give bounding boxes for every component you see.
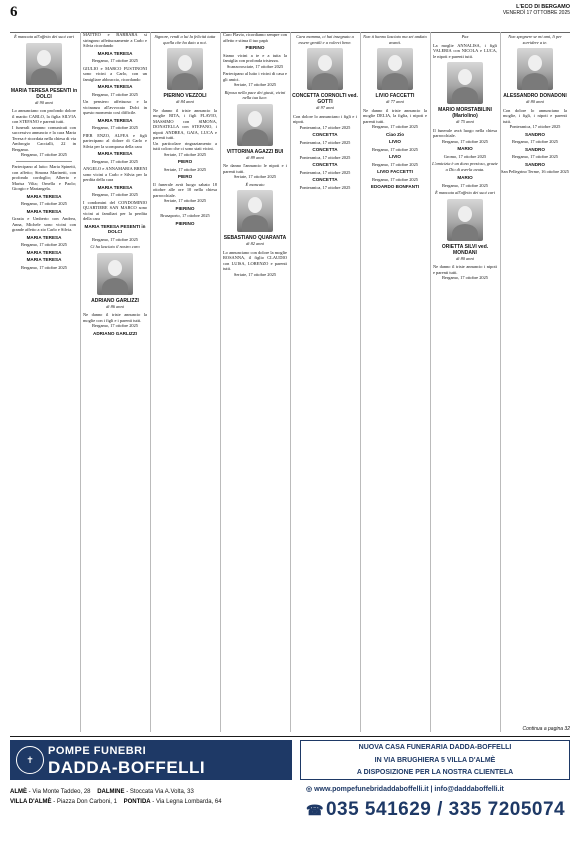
notice-signature: MARIA TERESA — [97, 117, 133, 123]
notice-text: Un pensiero affettuoso e la vicinanza all'avvocato Dolci in questo momento così difficile. — [83, 99, 147, 115]
notice-place-date: Bergamo, 17 ottobre 2025 — [91, 192, 138, 197]
notice-signature: MARIA TERESA — [26, 257, 62, 262]
notice-quote: Riposa nella pace dei giusti, vicini nella tua luce. — [224, 89, 286, 100]
notice-signature: PIERINO — [175, 220, 195, 226]
deceased-name: MARIA TERESA PESENTI in DOLCI — [10, 87, 78, 100]
issue-date: VENERDÌ 17 OTTOBRE 2025 — [502, 10, 570, 16]
deceased-name: LIVIO FACCETTI — [375, 93, 415, 99]
addr-city: ALMÈ — [10, 789, 27, 795]
portrait-photo — [377, 48, 413, 90]
notice-place-date: Bergamo, 17 ottobre 2025 — [371, 146, 418, 152]
deceased-name: ORIETTA SILVI ved. MONDANI — [441, 243, 489, 256]
notice-place-date: Seriate, 17 ottobre 2025 — [233, 271, 277, 277]
notice-place-date: Seriate, 17 ottobre 2025 — [163, 198, 207, 203]
notice-text: PIER ENZO, ALFEA e figli partecipano al dolore di Carlo e Silvia per la scomparsa della cara — [83, 132, 147, 149]
portrait-photo — [167, 48, 203, 90]
notice-signature: MARIA TERESA — [97, 84, 133, 89]
ad-news-line3: A DISPOSIZIONE PER LA NOSTRA CLIENTELA — [356, 769, 514, 776]
deceased-age: di 80 anni — [526, 99, 544, 104]
notice-place-date: Bergamo, 17 ottobre 2025 — [91, 236, 138, 242]
notice-text: Con dolore lo annunciano la moglie, i figli, i nipoti e parenti tutti. — [503, 107, 567, 124]
notice-signature: MARIA TERESA — [26, 193, 62, 199]
notice-place-date: Bergamo, 17 ottobre 2025 — [441, 275, 488, 280]
continued-note: Continua a pagina 32 — [522, 726, 570, 732]
notice-signature: SANDRO — [525, 131, 545, 137]
notice-place-date: Ponteranica, 17 ottobre 2025 — [299, 124, 351, 130]
addr-street: Piazza Don Carboni, 1 — [56, 799, 117, 805]
notice-signature: CONCETTA — [312, 177, 338, 182]
deceased-age: di 77 anni — [386, 99, 404, 104]
ad-logo — [10, 740, 292, 780]
phone-icon: ☎ — [306, 802, 324, 818]
notice-place-date: Bergamo, 17 ottobre 2025 — [20, 242, 67, 247]
notice-text: Ne danno il triste annuncio i nipoti e parenti tutti. — [433, 264, 497, 275]
notice-place-date: Seriate, 17 ottobre 2025 — [163, 166, 207, 172]
notice-signature: MARIA TERESA — [26, 249, 62, 255]
notice-place-date: Ponteranica, 17 ottobre 2025 — [299, 154, 351, 160]
notice-place-date: Bergamo, 17 ottobre 2025 — [511, 139, 558, 144]
notice-signature: PIERINO — [175, 205, 195, 211]
notice-place-date: Bergamo, 17 ottobre 2025 — [20, 201, 67, 206]
notice-text: Il funerale avrà luogo nella chiesa parrocchiale. — [433, 127, 497, 138]
notice-text: Ne danno il triste annuncio la moglie DELIA, la figlia, i nipoti e parenti tutti. — [363, 107, 427, 124]
notice-signature: SANDRO — [525, 146, 545, 152]
notice-place-date: Bergamo, 17 ottobre 2025 — [91, 158, 138, 164]
deceased-name: MARIO MORSTABILINI (Mariolino) — [438, 107, 492, 119]
notice-text: Lo annunciano con profondo dolore il marito CARLO, la figlia SILVIA con STEFANO e parenti tutti. — [12, 108, 76, 124]
notice-quote: È mancato — [245, 181, 265, 187]
portrait-photo — [97, 253, 133, 295]
notice-quote: È mancata all'affetto dei suoi cari — [14, 34, 74, 39]
deceased-age: di 84 anni — [176, 99, 194, 104]
obituary-column — [360, 32, 429, 732]
notice-quote: Ci ha lasciato il nostro caro — [90, 244, 140, 249]
portrait-photo — [447, 62, 483, 104]
notice-text: La moglie ANNALISA, i figli VALERIA con NICOLA e LUCA, le nipoti e parenti tutti. — [433, 42, 497, 59]
notice-signature: MARIA TERESA — [26, 208, 62, 214]
notice-quote: Pax — [461, 34, 469, 39]
ad-website-text: www.pompefunebridaddaboffelli.it | info@daddaboffelli.it — [314, 786, 504, 793]
notice-signature: ADRIANO GARLIZZI — [93, 330, 137, 336]
notice-place-date: Bergamo, 17 ottobre 2025 — [371, 176, 418, 182]
notice-text: I condomini del CONDOMINIO QUARTIERE SAN MARCO sono vicini ai familiari per la perdita della cara — [83, 199, 147, 221]
notice-text: Il funerale avrà luogo sabato 18 ottobre alle ore 10 nella chiesa parrocchiale. — [153, 181, 217, 198]
globe-icon: ◎ — [306, 786, 313, 793]
notice-signature: CONCETTA — [312, 132, 338, 137]
notice-signature: LIVIO FACCETTI — [377, 169, 413, 174]
obituary-column — [80, 32, 149, 732]
notice-place-date: Scanzorosciate, 17 ottobre 2025 — [226, 63, 284, 69]
notice-text: Un particolare ringraziamento a tutti coloro che ci sono stati vicini. — [153, 140, 217, 151]
portrait-photo — [447, 199, 483, 241]
notice-text: Lo annunciano con dolore la moglie ROSANNA, il figlio CLAUDIO con LUISA, LORENZO e parenti tutti. — [223, 249, 287, 271]
deceased-name: VITTORINA AGAZZI BUI — [226, 148, 284, 155]
obituary-columns — [10, 32, 570, 732]
cross-icon: ✝ — [16, 746, 44, 774]
notice-place-date: Gromo, 17 ottobre 2025 — [443, 153, 487, 159]
page-header — [10, 4, 570, 33]
notice-place-date: Ponteranica, 17 ottobre 2025 — [299, 139, 351, 145]
notice-place-date: Bergamo, 17 ottobre 2025 — [20, 152, 67, 157]
addr-city: VILLA D'ALMÈ — [10, 799, 52, 805]
funeral-home-advert — [10, 736, 570, 838]
notice-signature: MARIA TERESA — [97, 151, 133, 156]
notice-signature: MARIA TERESA — [97, 50, 133, 56]
notice-text: Ne danno l'annuncio le nipoti e i parenti tutti. — [223, 163, 287, 174]
notice-place-date: Seriate, 17 ottobre 2025 — [163, 151, 207, 157]
notice-signature: LIVIO — [389, 139, 401, 144]
notice-quote: Non spegnere se mi ami, lì per sorridere a te. — [508, 34, 562, 45]
obituary-column — [430, 32, 499, 732]
ad-news-box — [300, 740, 570, 780]
notice-text: Grazia e Umberto con Andrea, Anna, Michele sono vicini con grande affetto a zio Carlo e Silvia. — [12, 216, 76, 232]
obituary-column — [500, 32, 569, 732]
ad-website[interactable] — [306, 785, 504, 793]
obituary-column — [220, 32, 289, 732]
portrait-photo — [26, 43, 62, 85]
notice-text: Partecipano al lutto: Maria Spinetti, con affetto; Simona Marinetti, con profondo cordoglio; Alberto e Marisa Vilta; Ornella e Paolo; Giorgio e Mariangela. — [12, 164, 76, 191]
deceased-age: di 82 anni — [246, 241, 264, 246]
notice-signature: MARIA TERESA PESENTI in DOLCI — [84, 223, 146, 234]
ad-logo-line1: POMPE FUNEBRI — [48, 745, 147, 757]
ad-news-line2: IN VIA BRUGHIERA 5 VILLA D'ALMÈ — [374, 756, 496, 764]
ad-addresses: ALMÈ - Via Monte Taddeo, 28 DALMINE - Stoccata Via A.Volta, 33 VILLA D'ALMÈ - Piazza Don Carboni, 1 PONTIDA - Via Legna Lombarda, 64 — [10, 789, 222, 805]
addr-city: DALMINE — [97, 789, 125, 795]
notice-text: Ne danno il triste annuncio la moglie RITA, i figli FLAVIO, MASSIMO con SIMONA, DONATELLA con STEFANO, i nipoti ANDREA, GAIA, LUCA e parenti tutti. — [153, 107, 217, 140]
notice-place-date: Seriate, 17 ottobre 2025 — [233, 82, 277, 87]
notice-quote: Non ti hanno lasciato ma sei andato avanti. — [363, 34, 427, 45]
notice-text: I funerali saranno comunicati con successivo annuncio e la cara Maria Teresa è ricordata nella chiesa di via Ambrogio Caccialli, 22 in Bergamo. — [12, 124, 76, 152]
deceased-name: PIERINO VEZZOLI — [163, 93, 207, 99]
notice-text: Ne danno il triste annuncio la moglie con i figli e i parenti tutti. — [83, 312, 147, 323]
notice-place-date: Bergamo, 17 ottobre 2025 — [371, 124, 418, 129]
ad-news-line1: NUOVA CASA FUNERARIA DADDA-BOFFELLI — [358, 744, 512, 751]
obituary-column — [10, 32, 78, 732]
notice-signature: MARIO — [457, 175, 473, 180]
notice-place-date: Ponteranica, 17 ottobre 2025 — [299, 184, 351, 190]
notice-signature: CONCETTA — [312, 162, 338, 167]
notice-place-date: Bergamo, 17 ottobre 2025 — [511, 154, 558, 159]
deceased-name: CONCETTA CORNOLTI ved. GOTTI — [292, 93, 358, 105]
notice-signature: EDOARDO BONFANTI — [370, 184, 420, 189]
deceased-name: SEBASTIANO QUARANTA — [223, 235, 287, 241]
deceased-age: di 90 anni — [35, 99, 53, 105]
addr-street: Via Legna Lombarda, 64 — [155, 799, 222, 805]
notice-signature: PIERO — [177, 174, 193, 179]
notice-place-date: Bergamo, 17 ottobre 2025 — [441, 182, 488, 188]
notice-signature: SANDRO — [525, 161, 545, 167]
deceased-age: di 97 anni — [316, 105, 334, 110]
deceased-age: di 86 anni — [106, 303, 124, 309]
notice-signature: PIERINO — [245, 45, 265, 50]
notice-text: Con dolore lo annunciano i figli e i nipoti. — [293, 113, 357, 124]
notice-quote: Signore, rendi a lui la felicità tutta quella che ha dato a noi. — [154, 34, 216, 45]
notice-signature: LIVIO — [389, 154, 401, 159]
page-number: 6 — [10, 4, 18, 20]
notice-signature: MARIA TERESA — [26, 234, 62, 240]
newspaper-masthead — [503, 4, 570, 16]
notice-place-date: Bergamo, 17 ottobre 2025 — [91, 91, 138, 97]
notice-text: GIULIO e MARCO FUSTINONI sono vicini a Carlo, con un famigliare abbraccio, ricordando — [83, 65, 147, 82]
notice-place-date: Bergamo, 17 ottobre 2025 — [91, 125, 138, 130]
notice-quote: È mancata all'affetto dei suoi cari — [435, 190, 495, 195]
notice-signature: MARIA TERESA — [97, 184, 133, 190]
notice-place-date: Bergamo, 17 ottobre 2025 — [91, 323, 138, 328]
portrait-photo — [307, 48, 343, 90]
notice-place-date: Brusaporto, 17 ottobre 2025 — [160, 213, 210, 218]
notice-place-date: Bergamo, 17 ottobre 2025 — [371, 161, 418, 167]
notice-place-date: Bergamo, 17 ottobre 2025 — [20, 264, 67, 270]
obituary-column — [150, 32, 219, 732]
notice-place-date: Ponteranica, 17 ottobre 2025 — [509, 124, 561, 129]
deceased-age: di 80 anni — [456, 255, 474, 261]
divider — [16, 161, 72, 162]
deceased-age: di 89 anni — [246, 154, 264, 160]
notice-signature: PIERO — [177, 159, 193, 164]
ad-phone[interactable] — [306, 799, 565, 821]
portrait-photo — [237, 104, 273, 146]
deceased-name: ADRIANO GARLIZZI — [91, 297, 139, 304]
notice-text: Siamo vicini a te e a tutta la famiglia con profonda tristezza. — [223, 52, 287, 63]
newspaper-name: L'ECO DI BERGAMO — [516, 4, 570, 10]
notice-quote: Cara mamma, ci hai insegnato a essere gentili e a volerci bene. — [296, 34, 354, 45]
notice-signature: MARIO — [457, 146, 473, 151]
notice-text: Caro Flavio, ricordiamo sempre con affetto e stima il tuo papà — [223, 32, 287, 43]
notice-text: ANGELO e ANNAMARIA BRENI sono vicini a Carlo e Silvia per la perdita della cara — [83, 166, 147, 182]
addr-city: PONTIDA — [123, 799, 151, 805]
notice-quote: L'amicizia è un dono prezioso, grazie a Dio di averla avuta. — [432, 161, 498, 172]
notice-place-date: Bergamo, 17 ottobre 2025 — [91, 58, 138, 63]
notice-place-date: Ponteranica, 17 ottobre 2025 — [299, 169, 351, 175]
deceased-name: ALESSANDRO DONADONI — [503, 93, 567, 99]
portrait-photo — [237, 190, 273, 232]
notice-text: Partecipano al lutto i vicini di casa e gli amici. — [223, 71, 287, 82]
notice-place-date: San Pellegrino Terme, 16 ottobre 2025 — [501, 169, 569, 174]
notice-text: MATTEO e BARBARA si stringono affettuosamente a Carlo e Silvia ricordando — [83, 32, 147, 48]
notice-signature: CONCETTA — [312, 147, 338, 152]
deceased-age: di 75 anni — [456, 119, 474, 124]
notice-signature: Ciao Zio — [385, 131, 405, 137]
portrait-photo — [517, 48, 553, 90]
notice-place-date: Seriate, 17 ottobre 2025 — [233, 174, 277, 179]
addr-street: Via Monte Taddeo, 28 — [32, 789, 91, 795]
ad-phone-text: 035 541629 / 335 7205074 — [325, 799, 566, 820]
obituary-column — [290, 32, 359, 732]
notice-place-date: Bergamo, 17 ottobre 2025 — [441, 138, 488, 144]
addr-street: Stoccata Via A.Volta, 33 — [129, 789, 194, 795]
ad-logo-line2: DADDA-BOFFELLI — [48, 758, 206, 777]
